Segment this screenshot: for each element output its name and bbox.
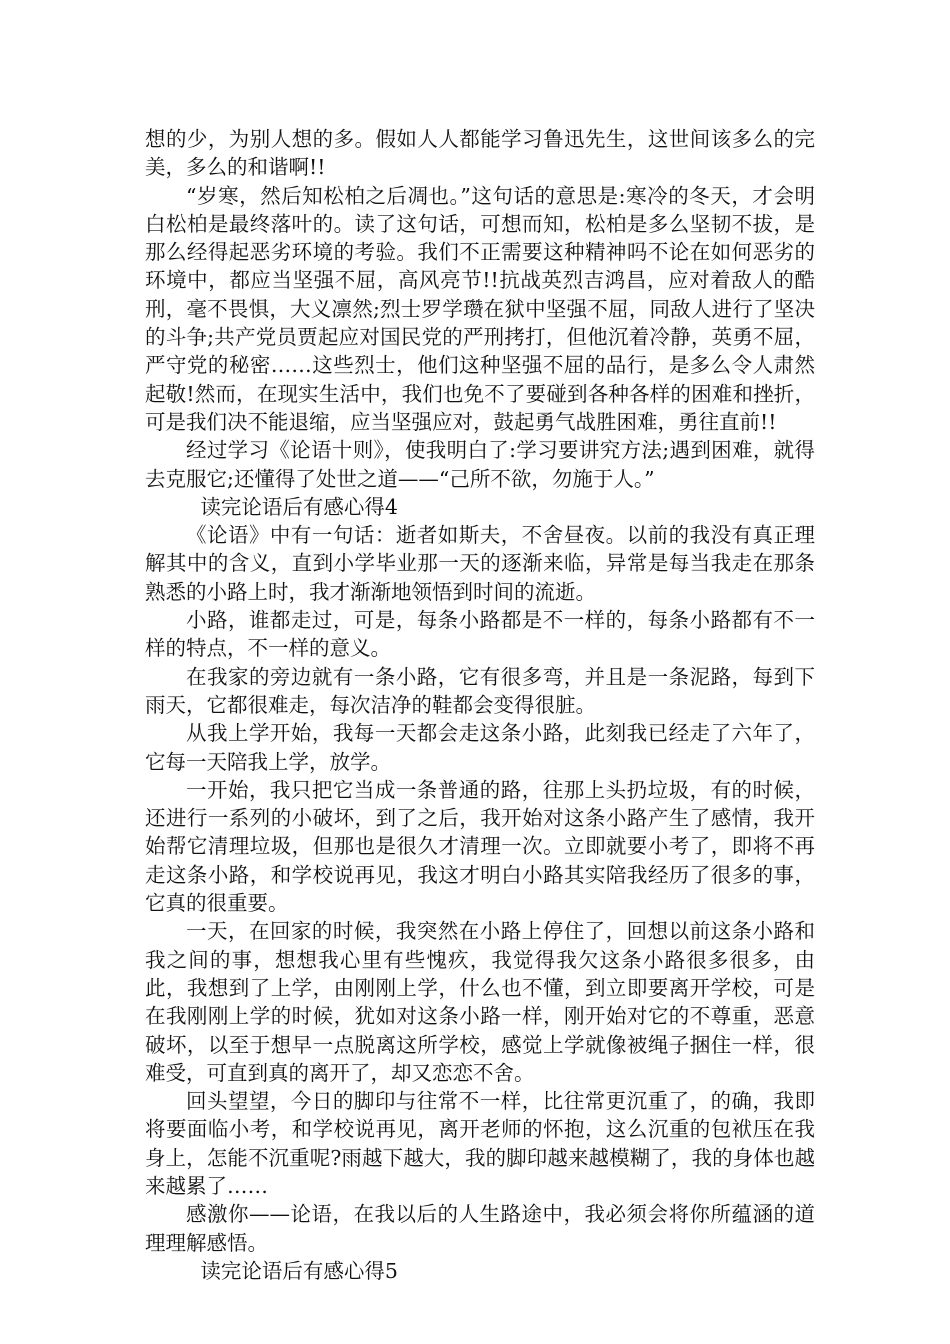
document-page (145, 125, 815, 1285)
paragraph: “岁寒，然后知松柏之后凋也。”这句话的意思是:寒冷的冬天，才会明白松柏是最终落叶的。读了这句话，可想而知，松柏是多么坚韧不拔，是那么经得起恶劣环境的考验。我们不正需要这种精神吗不论在如何恶劣的环境中，都应当坚强不屈，高风亮节!!抗战英烈吉鸿昌，应对着敌人的酷刑，毫不畏惧，大义凛然;烈士罗学瓒在狱中坚强不屈，同敌人进行了坚决的斗争;共产党员贾起应对国民党的严刑拷打，但他沉着冷静，英勇不屈，严守党的秘密……这些烈士，他们这种坚强不屈的品行，是多么令人肃然起敬!然而，在现实生活中，我们也免不了要碰到各种各样的困难和挫折，可是我们决不能退缩，应当坚强应对，鼓起勇气战胜困难，勇往直前!! (145, 183, 815, 434)
paragraph: 一天，在回家的时候，我突然在小路上停住了，回想以前这条小路和我之间的事，想想我心里有些愧疚，我觉得我欠这条小路很多很多，由此，我想到了上学，由刚刚上学，什么也不懂，到立即要离开学校，可是在我刚刚上学的时候，犹如对这条小路一样，刚开始对它的不尊重，恶意破坏，以至于想早一点脱离这所学校，感觉上学就像被绳子捆住一样，很难受，可直到真的离开了，却又恋恋不舍。 (145, 919, 815, 1085)
paragraph: 经过学习《论语十则》，使我明白了:学习要讲究方法;遇到困难，就得去克服它;还懂得了处世之道——“己所不欲，勿施于人。” (145, 438, 815, 491)
section-heading: 读完论语后有感心得5 (200, 1258, 398, 1283)
paragraph: 感激你——论语，在我以后的人生路途中，我必须会将你所蕴涵的道理理解感悟。 (145, 1202, 815, 1255)
paragraph: 从我上学开始，我每一天都会走这条小路，此刻我已经走了六年了，它每一天陪我上学，放学。 (145, 721, 815, 774)
paragraph: 在我家的旁边就有一条小路，它有很多弯，并且是一条泥路，每到下雨天，它都很难走，每次洁净的鞋都会变得很脏。 (145, 664, 815, 717)
paragraph: 一开始，我只把它当成一条普通的路，往那上头扔垃圾，有的时候，还进行一系列的小破坏，到了之后，我开始对这条小路产生了感情，我开始帮它清理垃圾，但那也是很久才清理一次。立即就要小考了，即将不再走这条小路，和学校说再见，我这才明白小路其实陪我经历了很多的事，它真的很重要。 (145, 777, 815, 916)
paragraph: 回头望望，今日的脚印与往常不一样，比往常更沉重了，的确，我即将要面临小考，和学校说再见，离开老师的怀抱，这么沉重的包袱压在我身上，怎能不沉重呢?雨越下越大，我的脚印越来越模糊了，我的身体也越来越累了…… (145, 1089, 815, 1198)
section-heading: 读完论语后有感心得4 (200, 494, 398, 519)
paragraph: 小路，谁都走过，可是，每条小路都是不一样的，每条小路都有不一样的特点，不一样的意义。 (145, 608, 815, 661)
paragraph: 想的少，为别人想的多。假如人人都能学习鲁迅先生，这世间该多么的完美，多么的和谐啊!! (145, 127, 815, 180)
paragraph: 《论语》中有一句话：逝者如斯夫，不舍昼夜。以前的我没有真正理解其中的含义，直到小学毕业那一天的逐渐来临，异常是每当我走在那条熟悉的小路上时，我才渐渐地领悟到时间的流逝。 (145, 523, 815, 604)
